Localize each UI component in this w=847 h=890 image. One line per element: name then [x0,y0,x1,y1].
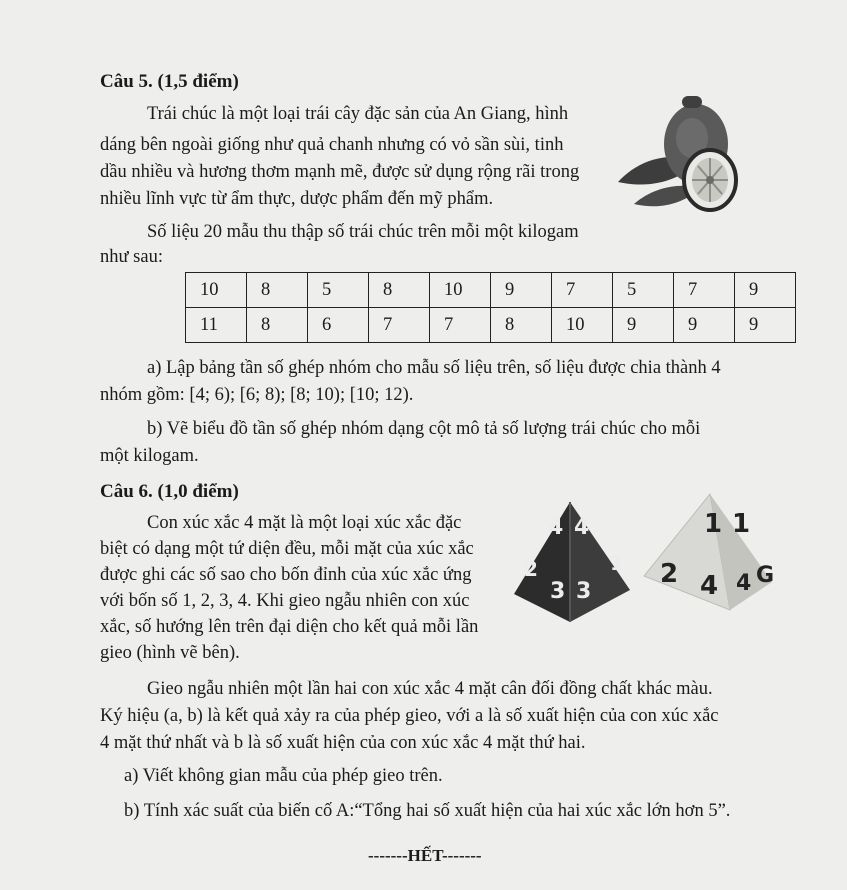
table-cell: 8 [369,273,430,308]
die-number: 4 [574,515,590,540]
die-number: 3 [576,579,592,604]
question-5-title: Câu 5. (1,5 điểm) [100,71,239,92]
table-cell: 8 [491,308,552,343]
q5-intro-line-3: dầu nhiều và hương thơm mạnh mẽ, được sử dụng rộng rãi trong [100,162,580,182]
die-number: 1 [704,509,723,539]
end-marker: -------HẾT------- [368,846,482,865]
q5-data-intro-1: Số liệu 20 mẫu thu thập số trái chúc trên mỗi một kilogam [147,222,579,242]
table-cell: 7 [552,273,613,308]
table-cell: 8 [247,308,308,343]
table-cell: 10 [186,273,247,308]
table-cell: 10 [552,308,613,343]
q6-para-line-1: Gieo ngẫu nhiên một lần hai con xúc xắc 4 mặt cân đối đồng chất khác màu. [147,679,713,699]
table-cell: 9 [613,308,674,343]
q6-intro-line-2: biệt có dạng một tứ diện đều, mỗi mặt của xúc xắc [100,539,474,559]
q5-part-b-line-2: một kilogam. [100,446,199,466]
die-number: 4 [736,571,752,596]
light-d4-die-image [640,490,776,614]
chuc-fruit-image [612,92,742,222]
table-cell: 5 [308,273,369,308]
table-cell: 9 [674,308,735,343]
q6-intro-line-6: gieo (hình vẽ bên). [100,643,240,663]
q6-para-line-3: 4 mặt thứ nhất và b là số xuất hiện của con xúc xắc 4 mặt thứ hai. [100,733,586,753]
die-number: 2 [660,559,679,589]
q5-part-a-line-1: a) Lập bảng tần số ghép nhóm cho mẫu số liệu trên, số liệu được chia thành 4 [147,358,721,378]
table-cell: 7 [674,273,735,308]
q5-intro-line-2: dáng bên ngoài giống như quả chanh nhưng có vỏ sần sùi, tinh [100,135,564,155]
q5-intro-line-4: nhiều lĩnh vực từ ẩm thực, dược phẩm đến mỹ phẩm. [100,189,494,209]
table-cell: 9 [735,273,796,308]
q6-intro-line-4: với bốn số 1, 2, 3, 4. Khi gieo ngẫu nhiên con xúc [100,591,470,611]
q6-intro-line-5: xắc, số hướng lên trên đại diện cho kết quả mỗi lần [100,617,479,637]
table-cell: 9 [491,273,552,308]
table-row [186,273,796,308]
die-number: 3 [550,579,566,604]
die-number: 4 [700,571,719,601]
dark-d4-die-image [510,498,636,626]
q6-intro-line-1: Con xúc xắc 4 mặt là một loại xúc xắc đặc [147,513,462,533]
q5-data-intro-2: như sau: [100,247,163,267]
question-6-title: Câu 6. (1,0 điểm) [100,481,239,502]
die-number: G [756,563,775,588]
table-row [186,308,796,343]
q6-intro-line-3: được ghi các số sao cho bốn đỉnh của xúc xắc ứng [100,565,472,585]
sample-data-table [185,272,796,343]
q6-para-line-2: Ký hiệu (a, b) là kết quả xảy ra của phép gieo, với a là số xuất hiện của con xúc xắc [100,706,719,726]
table-cell: 10 [430,273,491,308]
q5-part-b-line-1: b) Vẽ biểu đồ tần số ghép nhóm dạng cột mô tả số lượng trái chúc cho mỗi [147,419,701,439]
die-number: 4 [548,515,564,540]
die-number: 2 [524,557,538,581]
table-cell: 7 [369,308,430,343]
q5-part-a-line-2: nhóm gồm: [4; 6); [6; 8); [8; 10); [10; 12). [100,385,414,405]
table-cell: 6 [308,308,369,343]
q5-intro-line-1: Trái chúc là một loại trái cây đặc sản của An Giang, hình [147,104,569,124]
q6-part-b: b) Tính xác suất của biến cố A:“Tổng hai số xuất hiện của hai xúc xắc lớn hơn 5”. [124,801,731,821]
die-number: 1 [610,551,624,575]
q6-part-a: a) Viết không gian mẫu của phép gieo trên. [124,766,443,786]
die-number: 1 [732,509,751,539]
table-cell: 5 [613,273,674,308]
table-cell: 11 [186,308,247,343]
table-cell: 8 [247,273,308,308]
table-cell: 9 [735,308,796,343]
table-cell: 7 [430,308,491,343]
